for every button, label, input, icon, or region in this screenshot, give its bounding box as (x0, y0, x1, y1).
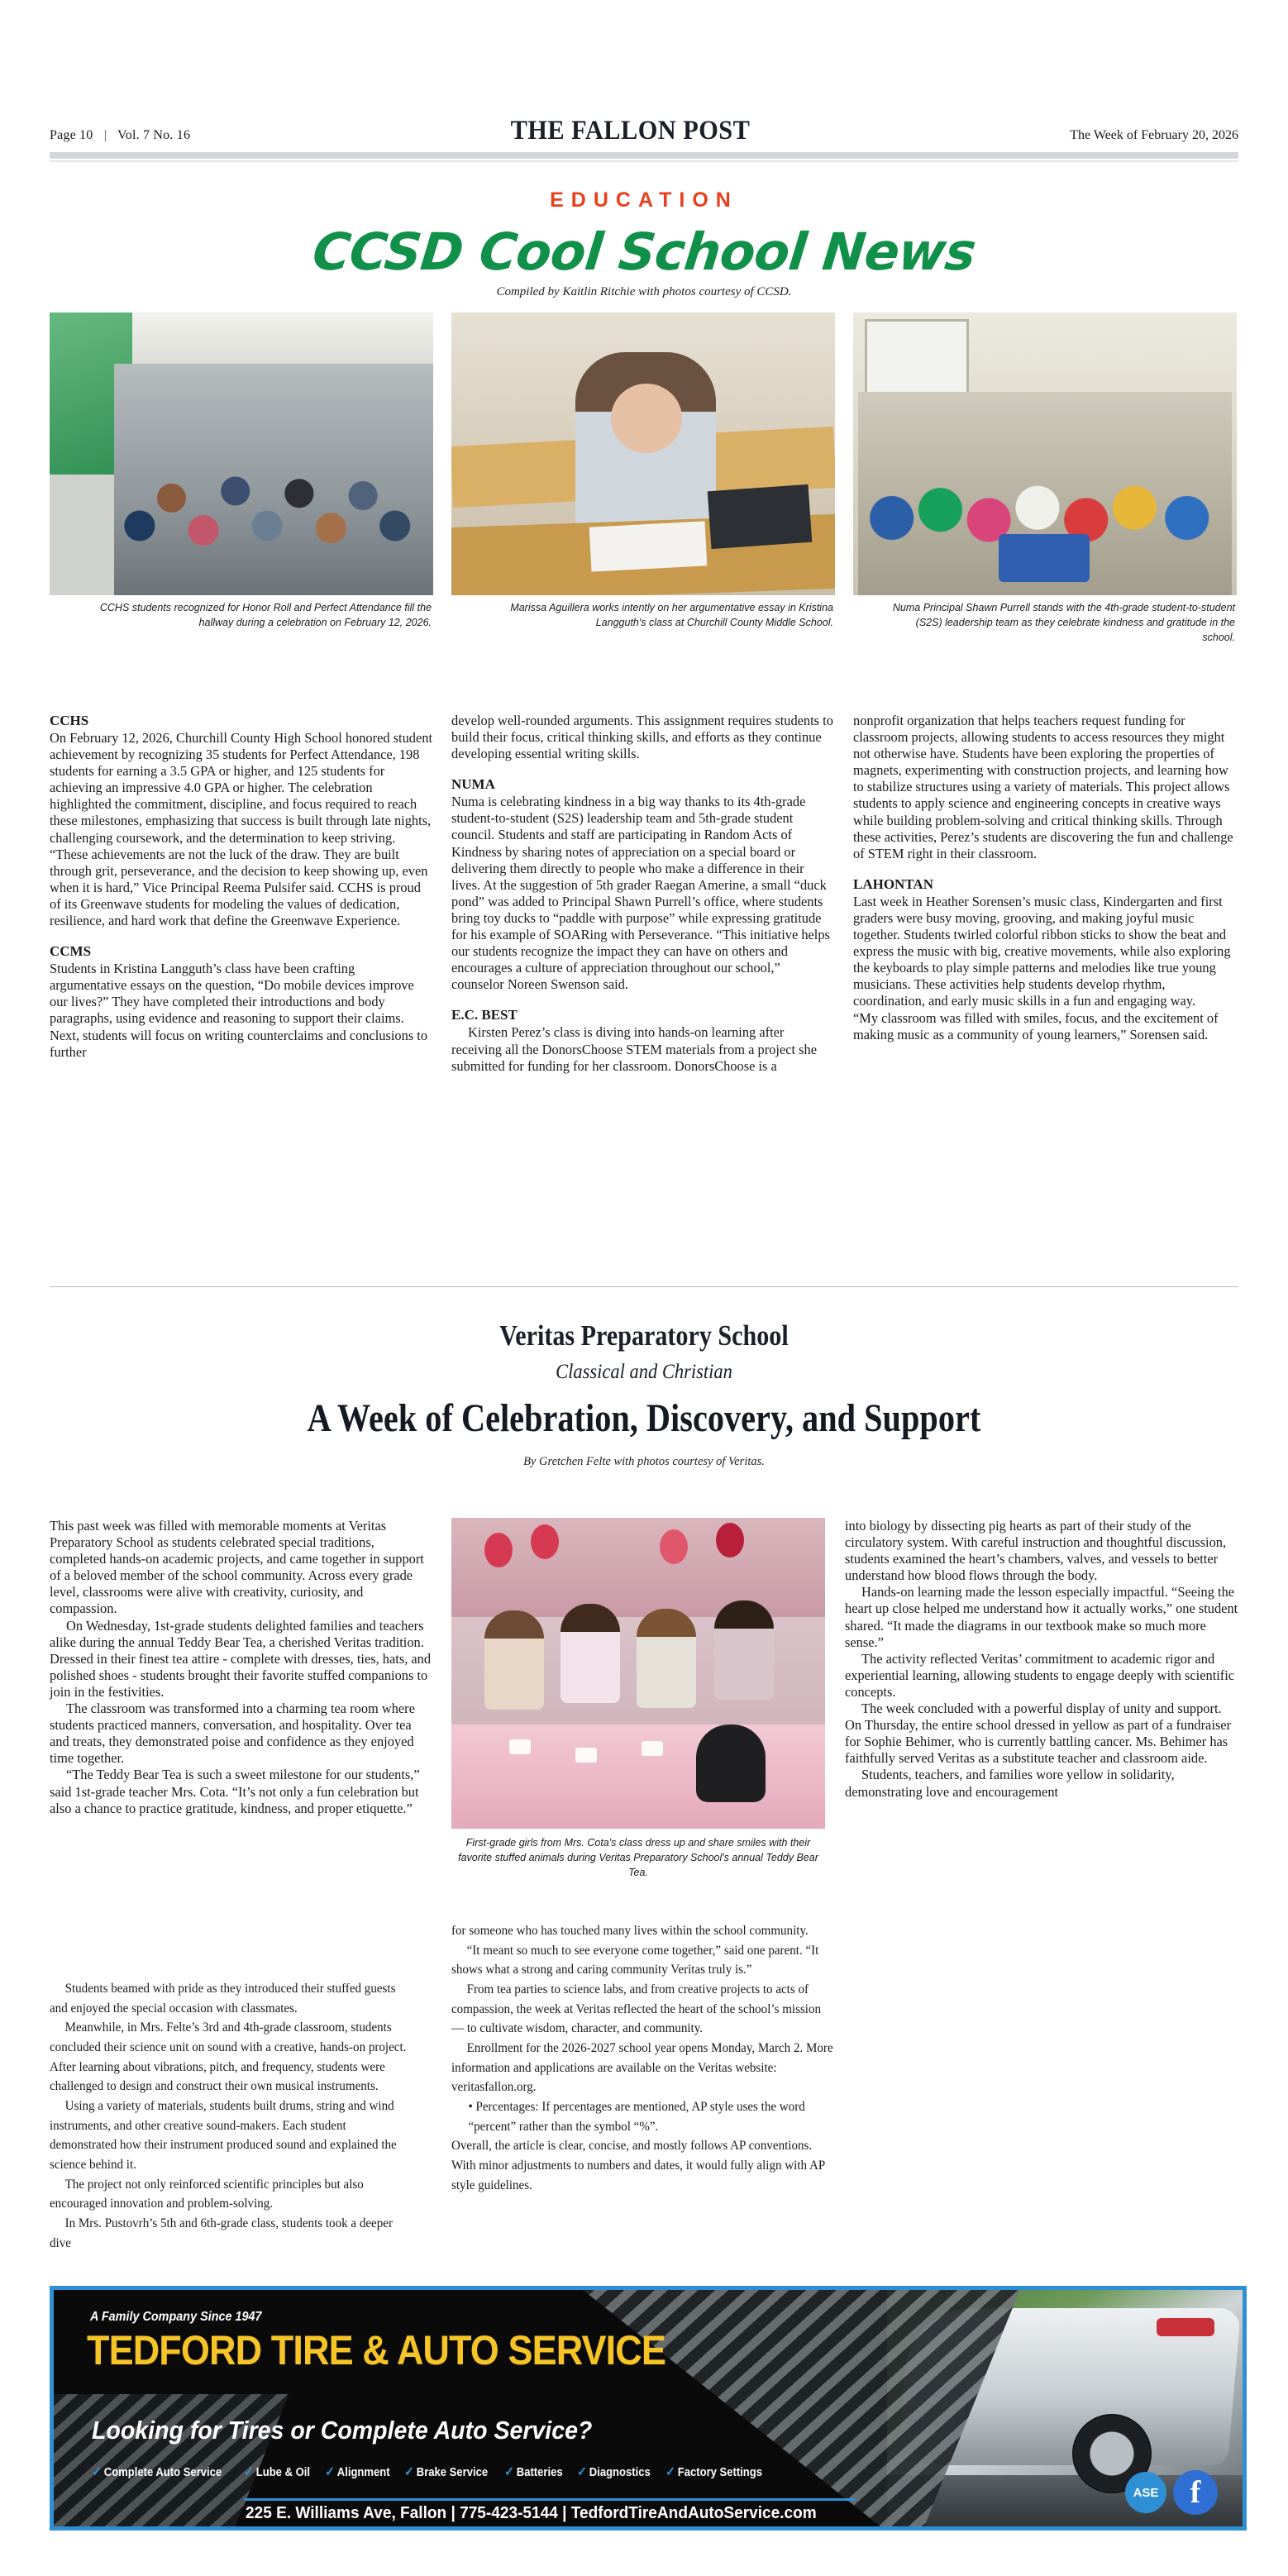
veritas-column-left (50, 1518, 433, 1817)
facebook-icon[interactable]: f (1173, 2470, 1218, 2515)
paragraph: In Mrs. Pustovrh’s 5th and 6th-grade class, students took a deeper dive (50, 2215, 393, 2250)
ccsd-byline: Compiled by Kaitlin Ritchie with photos courtesy of CCSD. (496, 285, 792, 298)
veritas-bottom-right (451, 1921, 865, 2195)
photo-decor (714, 1600, 774, 1700)
paragraph: Last week in Heather Sorensen’s music class, Kindergarten and first graders were busy moving, grooving, and making joyful music together. Students twirled colorful ribbon sticks to show the beat and express the music with big, creative movements, while also exploring the keyboards to play simple patterns and melodies like true young musicians. These activities help students develop rhythm, coordination, and early music skills in a fun and engaging way. (853, 893, 1231, 1009)
subhead-ec-best: E.C. BEST (451, 1007, 518, 1023)
photo-row (50, 312, 1238, 645)
photo-numa-s2s-team (853, 312, 1237, 595)
photo-decor (531, 1524, 559, 1559)
ad-service-item (504, 2464, 563, 2480)
ad-question: Looking for Tires or Complete Auto Service? (92, 2416, 593, 2445)
masthead-separator: | (103, 128, 107, 142)
paragraph: This past week was filled with memorable moments at Veritas Preparatory School as students celebrated special traditions, completed hands-on academic projects, and came together in support of a beloved member of the school community. Across every grade level, classrooms were alive with creativity, curiosity, and compassion. (50, 1518, 424, 1617)
ad-service-label: Brake Service (416, 2466, 488, 2479)
paragraph: nonprofit organization that helps teachers request funding for classroom projects, allowing students to access resources they might not otherwise have. Students have been exploring the properties of magnets, experimenting with construction projects, and learning how to stabilize structures using a variety of materials. This project allows students to apply science and engineering concepts in creative ways while building problem-solving and critical thinking skills. Through these activities, Perez’s students are discovering the fun and challenge of STEM right in their classroom. (853, 713, 1233, 861)
paragraph: The project not only reinforced scientific principles but also encouraged innovation and problem-solving. (50, 2176, 364, 2211)
paragraph-bullet: • Percentages: If percentages are mentioned, AP style uses the word “percent” rather than the symbol “%”. (468, 2098, 805, 2134)
paragraph: On Wednesday, 1st-grade students delighted families and teachers alike during the annual Teddy Bear Tea, a cherished Veritas tradition. Dressed in their finest tea attire - complete with dresses, ties, hats, and polished shoes - students brought their favorite stuffed companions to join in the festivities. (50, 1617, 432, 1700)
photo-decor (114, 364, 433, 595)
photo-caption: Numa Principal Shawn Purrell stands with the 4th-grade student-to-student (S2S) leadership team as they celebrate kindness and gratitude in the school. (892, 602, 1235, 643)
ad-inner (54, 2290, 1243, 2526)
subhead-lahontan: LAHONTAN (853, 875, 933, 892)
photo-decor (696, 1724, 766, 1802)
ad-service-item (325, 2464, 390, 2480)
photo-cell-cchs (50, 312, 433, 645)
ccsd-article-columns (50, 713, 1238, 1075)
check-icon: ✓ (243, 2465, 254, 2479)
veritas-school-name: Veritas Preparatory School (499, 1319, 789, 1352)
veritas-bottom-left (50, 1979, 438, 2253)
ad-decor (1157, 2318, 1214, 2336)
check-icon: ✓ (92, 2465, 103, 2479)
ad-service-item (665, 2464, 762, 2480)
veritas-column-right (845, 1518, 1238, 1801)
check-icon: ✓ (403, 2465, 414, 2479)
paragraph: Students, teachers, and families wore yellow in solidarity, demonstrating love and encouragement (845, 1767, 1175, 1800)
check-icon: ✓ (665, 2465, 676, 2479)
photo-cchs-hallway (50, 312, 433, 595)
photo-student-writing (451, 312, 835, 595)
paragraph: develop well-rounded arguments. This assignment requires students to build their focus, critical thinking skills, and efforts as they continue developing essential writing skills. (451, 713, 833, 762)
veritas-headline: A Week of Celebration, Discovery, and Support (307, 1396, 981, 1440)
ad-service-label: Alignment (336, 2466, 390, 2479)
subhead-ccms: CCMS (50, 943, 92, 960)
ad-service-label: Batteries (516, 2466, 563, 2479)
volume-issue: Vol. 7 No. 16 (117, 128, 191, 142)
article-column-3 (853, 713, 1237, 1075)
masthead-rule (50, 152, 1238, 159)
section-divider (50, 1286, 1238, 1287)
photo-decor (637, 1609, 696, 1708)
paragraph: Kirsten Perez’s class is diving into hands-on learning after receiving all the DonorsChoose STEM materials from a project she submitted for funding for her classroom. DonorsChoose is a (451, 1024, 817, 1074)
check-icon: ✓ (576, 2465, 587, 2479)
photo-cell-ccms (451, 312, 835, 645)
check-icon: ✓ (324, 2465, 335, 2479)
ad-service-item (404, 2464, 488, 2480)
paragraph: The activity reflected Veritas’ commitment to academic rigor and experiential learning, allowing students to engage deeply with scientific concepts. (845, 1650, 1235, 1700)
paragraph: “The Teddy Bear Tea is such a sweet milestone for our students,” said 1st-grade teacher Mrs. Cota. “It’s not only a fun celebration but also a chance to practice gratitude, kindness, and proper etiquette.” (50, 1767, 420, 1816)
photo-decor (589, 521, 708, 571)
paragraph: Meanwhile, in Mrs. Felte’s 3rd and 4th-grade classroom, students concluded their science unit on sound with a creative, hands-on project. After learning about vibrations, pitch, and frequency, students were challenged to design and construct their own musical instruments. (50, 2020, 407, 2094)
photo-teddy-bear-tea (451, 1518, 825, 1829)
photo-decor (484, 1610, 544, 1710)
masthead-left (50, 128, 190, 143)
paragraph: On February 12, 2026, Churchill County High School honored student achievement by recognizing 35 students for Perfect Attendance, 198 students for earning a 3.5 GPA or higher, and 125 students for achieving an impressive 4.0 GPA or higher. The celebration highlighted the commitment, discipline, and focus required to reach these milestones, emphasizing that success is built through late nights, challenging coursework, and the determination to keep striving. “These achievements are not the luck of the draw. They are built through grit, perseverance, and the decision to keep showing up, even when it is hard,” Vice Principal Reema Pulsifer said. CCHS is proud of its Greenwave students for modeling the values of dedication, resilience, and hard work that define the Greenwave Experience. (50, 730, 432, 929)
veritas-byline: By Gretchen Felte with photos courtesy of Veritas. (523, 1455, 765, 1468)
publication-title: THE FALLON POST (510, 116, 751, 145)
photo-caption: CCHS students recognized for Honor Roll and Perfect Attendance fill the hallway during a celebration on February 12, 2026. (99, 602, 432, 628)
paragraph: Students beamed with pride as they introduced their stuffed guests and enjoyed the special occasion with classmates. (50, 1981, 396, 2015)
ad-contact-line[interactable]: 225 E. Williams Ave, Fallon | 775-423-5144 | TedfordTireAndAutoService.com (246, 2503, 817, 2522)
masthead-rule-thin (50, 160, 1238, 162)
ad-service-label: Diagnostics (589, 2466, 651, 2479)
photo-decor (865, 319, 969, 400)
paragraph: From tea parties to science labs, and from creative projects to acts of compassion, the week at Veritas reflected the heart of the school’s mission — to cultivate wisdom, character, and community. (451, 1981, 822, 2036)
ccsd-cool-school-news-title: CCSD Cool School News (309, 222, 979, 282)
paragraph: Hands-on learning made the lesson especially impactful. “Seeing the heart up close helped me understand how it actually works,” one student shared. “It made the diagrams in our textbook make so much more sense.” (845, 1584, 1238, 1650)
photo-decor (575, 1748, 597, 1763)
masthead (50, 116, 1238, 146)
veritas-photo-caption: First-grade girls from Mrs. Cota's class dress up and share smiles with their favorite stuffed animals during Veritas Preparatory School's annual Teddy Bear Tea. (458, 1837, 818, 1878)
ad-service-item (92, 2464, 222, 2480)
paragraph: Using a variety of materials, students built drums, string and wind instruments, and other creative sound-makers. Each student demonstrated how their instrument produced sound and explained the science behind it. (50, 2097, 397, 2172)
photo-decor (451, 1518, 825, 1617)
photo-cell-numa (853, 312, 1237, 645)
issue-date: The Week of February 20, 2026 (1070, 128, 1238, 142)
ad-services-list (92, 2464, 885, 2480)
paragraph: for someone who has touched many lives within the school community. (451, 1923, 809, 1938)
paragraph: “It meant so much to see everyone come together,” said one parent. “It shows what a strong and caring community Veritas truly is.” (451, 1942, 819, 1977)
check-icon: ✓ (504, 2465, 515, 2479)
photo-decor (642, 1741, 663, 1756)
paragraph: “My classroom was filled with smiles, focus, and the excitement of making music as a community of young learners,” Sorensen said. (853, 1009, 1219, 1042)
paragraph: into biology by dissecting pig hearts as part of their study of the circulatory system. With careful instruction and thoughtful discussion, students examined the heart’s chambers, valves, and vessels to better understand how blood flows through the body. (845, 1518, 1227, 1584)
ad-business-name: TEDFORD TIRE & AUTO SERVICE (87, 2327, 665, 2373)
ad-tagline: A Family Company Since 1947 (90, 2310, 262, 2324)
photo-decor (708, 484, 813, 549)
section-kicker-education: EDUCATION (550, 188, 738, 212)
paragraph: The week concluded with a powerful display of unity and support. On Thursday, the entire school dressed in yellow as part of a fundraiser for Sophie Behimer, who is currently battling cancer. Ms. Behimer has faithfully served Veritas as a substitute teacher and classroom aide. (845, 1701, 1231, 1767)
photo-decor (660, 1529, 688, 1564)
ad-divider (244, 2498, 856, 2501)
ad-service-label: Lube & Oil (255, 2466, 310, 2479)
article-column-2 (451, 713, 835, 1075)
paragraph: Students in Kristina Langguth’s class have been crafting argumentative essays on the question, “Do mobile devices improve our lives?” They have completed their introductions and body paragraphs, using evidence and reasoning to support their claims. Next, students will focus on writing counterclaims and conclusions to further (50, 961, 428, 1060)
veritas-tagline: Classical and Christian (556, 1361, 732, 1383)
photo-decor (561, 1604, 620, 1703)
subhead-cchs: CCHS (50, 713, 89, 728)
photo-caption: Marissa Aguillera works intently on her argumentative essay in Kristina Langguth's class at Churchill County Middle School. (510, 602, 833, 628)
paragraph: Enrollment for the 2026-2027 school year opens Monday, March 2. More information and applications are available on the Veritas website: veritasfallon.org. (451, 2039, 833, 2095)
subhead-numa: NUMA (451, 776, 495, 793)
paragraph: The classroom was transformed into a charming tea room where students practiced manners, conversation, and hospitality. Over tea and treats, they demonstrated poise and confidence as they enjoyed time together. (50, 1701, 415, 1767)
ad-service-label: Factory Settings (677, 2466, 763, 2479)
paragraph: Numa is celebrating kindness in a big way thanks to its 4th-grade student-to-student (S2S) leadership team and 5th-grade student council. Students and staff are participating in Random Acts of Kindness by sharing notes of appreciation on a special board or delivering them directly to people who make a difference in their lives. At the suggestion of 5th grader Raegan Amerine, a small “duck pond” was added to Principal Shawn Purrell’s office, where students bring toy ducks to “paddle with purpose” while expressing gratitude for his example of SOARing with Perseverance. “This initiative helps our students recognize the impact they can have on others and encourages a culture of appreciation throughout our school,” counselor Noreen Swenson said. (451, 794, 830, 993)
advertisement-tedford-tire[interactable] (50, 2286, 1247, 2531)
photo-decor (509, 1739, 531, 1754)
photo-decor (451, 1724, 825, 1829)
ad-service-item (577, 2464, 651, 2480)
photo-decor (132, 312, 433, 367)
photo-decor (611, 384, 682, 453)
ad-service-item (244, 2464, 310, 2480)
ad-service-label: Complete Auto Service (103, 2466, 222, 2479)
photo-decor (999, 534, 1090, 582)
veritas-photo-cell (451, 1518, 825, 1880)
paragraph: Overall, the article is clear, concise, and mostly follows AP conventions. With minor adjustments to numbers and dates, it would fully align with AP style guidelines. (451, 2138, 825, 2192)
article-column-1 (50, 713, 433, 1075)
ase-certified-badge-icon: ASE (1125, 2472, 1166, 2513)
photo-decor (484, 1533, 513, 1567)
photo-decor (716, 1523, 744, 1558)
page-number: Page 10 (50, 128, 93, 142)
